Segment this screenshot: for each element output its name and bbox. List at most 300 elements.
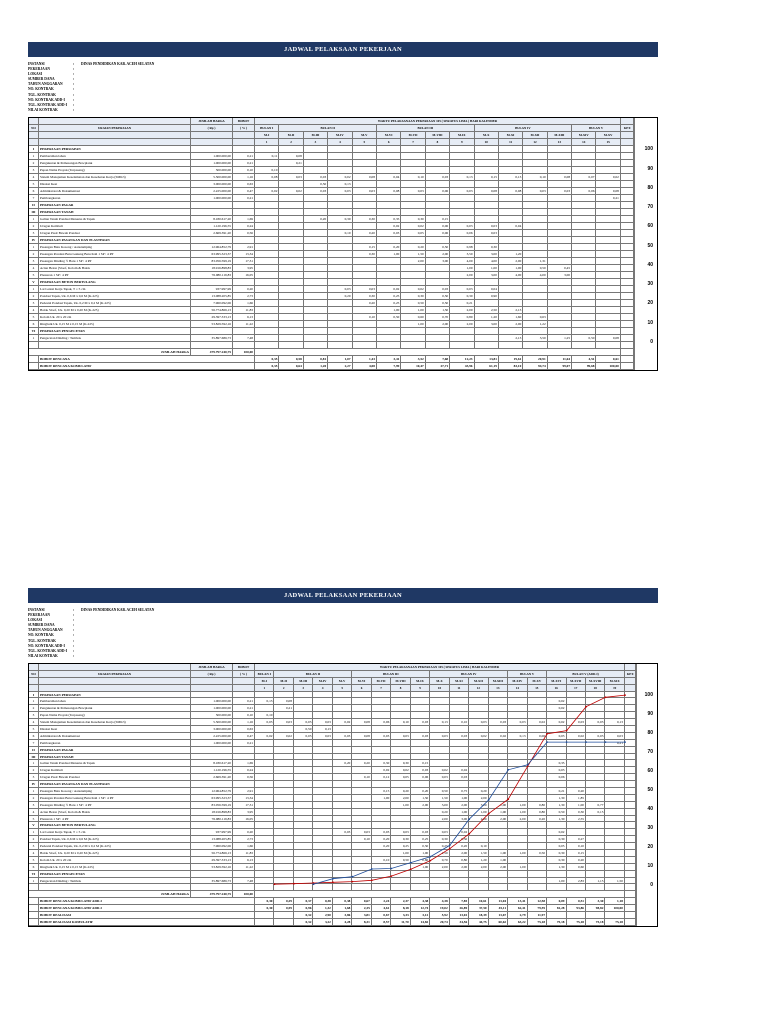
week-value [304, 272, 328, 278]
week-value [401, 153, 425, 159]
week-value [294, 740, 313, 746]
week-value [499, 153, 523, 159]
week-value [255, 314, 279, 320]
row-harga: 29.397.333,13 [191, 857, 233, 863]
week-value [499, 195, 523, 201]
header-week: M-XIII [548, 132, 572, 138]
week-value [294, 705, 313, 711]
week-value: 2,00 [499, 321, 523, 327]
week-value [508, 698, 527, 704]
row-harga [191, 822, 233, 828]
week-value [377, 328, 401, 334]
header-week: M-VI [377, 132, 401, 138]
row-no: III [29, 209, 39, 215]
header-week: M-XI [499, 132, 523, 138]
week-value [469, 712, 488, 718]
header-week-num: 5 [353, 139, 377, 145]
week-value [586, 788, 605, 794]
week-value [328, 321, 352, 327]
week-value [475, 300, 499, 306]
week-value [372, 698, 391, 704]
row-harga: 1.000.000,00 [191, 705, 233, 711]
week-value [605, 857, 624, 863]
row-bobot: 2,91 [233, 788, 255, 794]
week-value: 0,15 [353, 244, 377, 250]
week-value: 2,55 [567, 816, 586, 822]
week-value [255, 747, 274, 753]
week-value: 0,03 [391, 829, 410, 835]
week-value: 0,20 [401, 244, 425, 250]
week-value: 0,02 [333, 719, 352, 725]
week-value [352, 843, 371, 849]
week-value: 0,03 [377, 230, 401, 236]
header-month: BULAN V (ADD-I) [547, 671, 625, 677]
table-cell [450, 342, 474, 348]
week-value: 0,15 [475, 174, 499, 180]
scale-tick: 70 [647, 204, 653, 211]
scale-tick: 20 [647, 300, 653, 307]
row-no: 5 [29, 726, 39, 732]
footer-value: 83,10 [499, 363, 523, 369]
row-no: 2 [29, 160, 39, 166]
week-value: 2,50 [475, 307, 499, 313]
week-value: 0,03 [279, 174, 303, 180]
week-value [313, 843, 332, 849]
week-value [274, 871, 293, 877]
row-uraian: Direksi Keet [39, 181, 191, 187]
week-value [475, 195, 499, 201]
table-cell [191, 685, 233, 691]
week-value [313, 809, 332, 815]
header-week: M-IV [328, 132, 352, 138]
week-value [353, 321, 377, 327]
footer-value: 8,31 [352, 919, 371, 925]
week-value [304, 279, 328, 285]
week-value [596, 223, 620, 229]
table-cell [391, 884, 410, 890]
week-value: 1,00 [567, 802, 586, 808]
week-value: 0,03 [605, 733, 624, 739]
header-week-num: 8 [391, 685, 410, 691]
week-value [411, 754, 430, 760]
week-value: 0,03 [489, 719, 508, 725]
week-value [255, 230, 279, 236]
table-row [29, 809, 637, 816]
week-value [508, 754, 527, 760]
footer-value: 3,86 [333, 912, 352, 918]
row-no: 1 [29, 698, 39, 704]
info-label: TAHUN ANGGARAN [28, 82, 63, 87]
week-value [426, 160, 450, 166]
info-label: INSTANSI [28, 62, 45, 66]
table-cell [29, 884, 39, 890]
week-value: 0,03 [426, 286, 450, 292]
week-value [304, 237, 328, 243]
week-value [548, 286, 572, 292]
spacer-row [29, 342, 635, 349]
header-week: M-I [255, 132, 279, 138]
info-colon: : [73, 82, 75, 87]
row-harga [191, 202, 233, 208]
week-value: 0,02 [450, 829, 469, 835]
week-value: 2,00 [391, 795, 410, 801]
row-harga: 8.180.617,20 [191, 216, 233, 222]
progress-scale [635, 664, 657, 926]
row-uraian: PEKERJAAN PASANGAN DAN PLASTERAN [39, 237, 191, 243]
row-uraian: Balok Sloof, Uk. 0,20 M x 0,20 M (K-225) [39, 307, 191, 313]
week-value: 0,10 [255, 167, 279, 173]
week-value [450, 754, 469, 760]
week-value [548, 321, 572, 327]
row-no: IV [29, 237, 39, 243]
week-value [567, 774, 586, 780]
week-value [567, 712, 586, 718]
header-week: M-VI [352, 678, 371, 684]
week-value [255, 216, 279, 222]
footer-value: 75,18 [547, 919, 566, 925]
week-value: 0,21 [596, 195, 620, 201]
week-value [508, 747, 527, 753]
week-value [255, 829, 274, 835]
week-value [255, 850, 274, 856]
week-value [313, 774, 332, 780]
project-info [28, 62, 658, 113]
footer-value: 93,86 [567, 905, 586, 911]
table-row [29, 335, 635, 342]
week-value: 0,03 [294, 733, 313, 739]
row-no: 1 [29, 760, 39, 766]
week-value [294, 816, 313, 822]
footer-value [274, 912, 293, 918]
row-uraian: PEKERJAAN BETON BERTULANG [39, 822, 191, 828]
footer-value: 13,41 [508, 898, 527, 904]
row-harga: 1.000.000,00 [191, 153, 233, 159]
week-value [586, 747, 605, 753]
footer-label: BOBOT RENCANA KOMULATIF [39, 363, 255, 369]
week-value: 0,63 [523, 314, 547, 320]
footer-value: 81,28 [547, 905, 566, 911]
table-row [29, 712, 637, 719]
row-bobot [233, 279, 255, 285]
table-cell [39, 664, 191, 670]
table-cell [39, 678, 191, 684]
week-value [586, 871, 605, 877]
footer-value: 20,74 [430, 919, 449, 925]
week-value [255, 251, 279, 257]
week-value: 0,08 [255, 174, 279, 180]
footer-value: 4,61 [372, 905, 391, 911]
week-value [279, 244, 303, 250]
week-value [333, 705, 352, 711]
week-value [294, 809, 313, 815]
row-bobot: 0,20 [233, 829, 255, 835]
week-value [586, 740, 605, 746]
week-value: 0,50 [528, 850, 547, 856]
week-value: 1,00 [547, 878, 566, 884]
header-week: M-VII [401, 132, 425, 138]
week-value [489, 878, 508, 884]
week-value: 0,20 [304, 216, 328, 222]
week-value [304, 314, 328, 320]
footer-value: 1,20 [304, 363, 328, 369]
header-week: M-XIX [605, 678, 624, 684]
week-value: 0,70 [430, 857, 449, 863]
week-value [279, 251, 303, 257]
week-value [508, 878, 527, 884]
table-row [29, 692, 637, 699]
footer-value: 63,22 [508, 919, 527, 925]
week-value [489, 705, 508, 711]
week-value [279, 209, 303, 215]
week-value [274, 864, 293, 870]
week-value [279, 314, 303, 320]
week-value [352, 878, 371, 884]
row-bobot: 0,21 [233, 195, 255, 201]
week-value [523, 223, 547, 229]
table-cell [353, 342, 377, 348]
footer-value: 4,38 [411, 898, 430, 904]
scale-tick: 60 [647, 767, 653, 774]
week-value [255, 802, 274, 808]
week-value [499, 328, 523, 334]
week-value: 0,30 [430, 836, 449, 842]
week-value [352, 747, 371, 753]
week-value: 0,45 [548, 265, 572, 271]
week-value [294, 878, 313, 884]
week-value: 0,03 [294, 719, 313, 725]
week-value [475, 335, 499, 341]
week-value: 0,20 [469, 788, 488, 794]
table-cell [29, 363, 39, 369]
row-harga: 56.774.866,13 [191, 307, 233, 313]
week-value [255, 279, 279, 285]
row-harga: 83.056.599,19 [191, 802, 233, 808]
week-value [255, 181, 279, 187]
week-value [294, 822, 313, 828]
row-harga: 76.980.119,83 [191, 816, 233, 822]
row-no: IV [29, 781, 39, 787]
week-value [430, 878, 449, 884]
row-bobot: 3,95 [233, 809, 255, 815]
footer-value: 14,82 [411, 919, 430, 925]
table-cell [29, 356, 39, 362]
table-cell [29, 342, 39, 348]
week-value [294, 788, 313, 794]
week-value [279, 230, 303, 236]
info-label: INSTANSI [28, 608, 45, 612]
week-value [328, 251, 352, 257]
footer-value: 100,00 [596, 363, 620, 369]
table-cell [39, 118, 191, 124]
week-value [352, 822, 371, 828]
week-value: 2,83 [567, 878, 586, 884]
scale-tick: 80 [647, 729, 653, 736]
week-value: 3,00 [475, 272, 499, 278]
row-uraian: Urugan Kembali [39, 767, 191, 773]
week-value: 0,03 [523, 188, 547, 194]
week-value [567, 740, 586, 746]
week-value [528, 774, 547, 780]
footer-value: 43,96 [450, 363, 474, 369]
week-value: 0,02 [547, 698, 566, 704]
row-no: 6 [29, 321, 39, 327]
week-value [489, 836, 508, 842]
week-value [279, 146, 303, 152]
row-no: II [29, 747, 39, 753]
row-uraian: Pengukuran & Pemasangan Bowplank [39, 705, 191, 711]
week-value: 0,15 [411, 760, 430, 766]
footer-value: 19,02 [430, 905, 449, 911]
week-value: 4,00 [475, 258, 499, 264]
week-value [328, 195, 352, 201]
week-value [328, 328, 352, 334]
week-value [372, 878, 391, 884]
row-bobot: 0,21 [233, 698, 255, 704]
row-bobot [233, 871, 255, 877]
week-value [401, 209, 425, 215]
header-bobot-unit: ( % ) [233, 125, 255, 131]
week-value [586, 767, 605, 773]
table-row [29, 802, 637, 809]
week-value [508, 767, 527, 773]
footer-value: 26,89 [450, 905, 469, 911]
week-value: 0,03 [430, 774, 449, 780]
row-harga [191, 209, 233, 215]
schedule-table [28, 663, 658, 927]
footer-value: 61,19 [475, 363, 499, 369]
week-value [255, 258, 279, 264]
week-value [352, 726, 371, 732]
week-value: 0,13 [499, 174, 523, 180]
footer-value: 0,32 [294, 912, 313, 918]
header-week-num: 1 [255, 139, 279, 145]
week-value [450, 705, 469, 711]
scale-tick: 70 [647, 748, 653, 755]
row-no: 3 [29, 167, 39, 173]
week-value [313, 878, 332, 884]
table-row [29, 733, 637, 740]
week-value [528, 843, 547, 849]
scale-tick: 100 [644, 146, 653, 153]
week-value: 2,00 [450, 272, 474, 278]
week-value [391, 740, 410, 746]
footer-value: 13,81 [475, 356, 499, 362]
week-value [401, 202, 425, 208]
row-uraian: Pengukuran & Pemasangan Bowplank [39, 160, 191, 166]
week-value [489, 692, 508, 698]
week-value [304, 167, 328, 173]
week-value [547, 712, 566, 718]
footer-row [29, 363, 635, 370]
week-value: 2,13 [499, 307, 523, 313]
week-value [572, 328, 596, 334]
week-value [279, 286, 303, 292]
week-value: 1,00 [401, 321, 425, 327]
header-week-num: 2 [279, 139, 303, 145]
week-value [391, 705, 410, 711]
week-value [328, 167, 352, 173]
row-no: V [29, 822, 39, 828]
week-value [313, 698, 332, 704]
week-value: 2,00 [489, 816, 508, 822]
row-uraian: Sistem Manajemen Keselamatan dan Kesehatan Kerja (SMK3) [39, 174, 191, 180]
row-uraian: Pengecatan Dinding / Tembok [39, 335, 191, 341]
row-uraian: Pasangan Pondasi Batu Gunung Batu Kali 1 SP : 4 PP [39, 251, 191, 257]
week-value: 0,21 [547, 788, 566, 794]
row-no: VI [29, 328, 39, 334]
header-week: M-XI [450, 678, 469, 684]
week-value [596, 216, 620, 222]
week-value [333, 843, 352, 849]
row-uraian: Galian Tanah Pondasi Menerus & Tapak [39, 216, 191, 222]
header-week-num: 4 [328, 139, 352, 145]
footer-value [274, 919, 293, 925]
week-value: 1,00 [499, 265, 523, 271]
week-value [294, 760, 313, 766]
week-value [469, 878, 488, 884]
week-value [352, 754, 371, 760]
week-value: 1,15 [586, 878, 605, 884]
table-row [29, 181, 635, 188]
row-bobot: 0,10 [233, 167, 255, 173]
week-value [333, 754, 352, 760]
week-value: 0,13 [313, 726, 332, 732]
row-no: 3 [29, 258, 39, 264]
week-value [255, 335, 279, 341]
footer-value: 3,12 [411, 912, 430, 918]
week-value: 0,03 [586, 719, 605, 725]
week-value [605, 871, 624, 877]
week-value: 0,10 [401, 174, 425, 180]
footer-label: BOBOT RENCANA KOMULATIF ADD-I [39, 898, 255, 904]
week-value [411, 816, 430, 822]
week-value: 1,00 [450, 265, 474, 271]
week-value [572, 244, 596, 250]
row-harga: 5.500.000,00 [191, 719, 233, 725]
footer-value: 0,51 [567, 898, 586, 904]
week-value: 2,00 [469, 864, 488, 870]
week-value [567, 829, 586, 835]
row-bobot: 17,31 [233, 802, 255, 808]
info-colon: : [73, 613, 75, 618]
week-value: 0,04 [475, 286, 499, 292]
table-cell [39, 685, 191, 691]
week-value [523, 279, 547, 285]
week-value: 0,02 [401, 286, 425, 292]
row-bobot: 0,56 [233, 774, 255, 780]
week-value: 0,15 [586, 809, 605, 815]
table-row [29, 871, 637, 878]
scale-tick: 50 [647, 242, 653, 249]
week-value: 2,00 [469, 795, 488, 801]
row-bobot: 0,47 [233, 188, 255, 194]
week-value: 0,30 [547, 836, 566, 842]
week-value [489, 781, 508, 787]
week-value [391, 726, 410, 732]
row-harga: 7.960.092,06 [191, 843, 233, 849]
week-value [572, 167, 596, 173]
week-value [489, 829, 508, 835]
week-value [274, 712, 293, 718]
week-value [605, 850, 624, 856]
scale-tick: 0 [650, 881, 653, 888]
week-value [586, 836, 605, 842]
total-label: JUMLAH HARGA [29, 349, 191, 355]
week-value [333, 871, 352, 877]
week-value [489, 712, 508, 718]
week-value [255, 788, 274, 794]
week-value: 0,10 [567, 843, 586, 849]
